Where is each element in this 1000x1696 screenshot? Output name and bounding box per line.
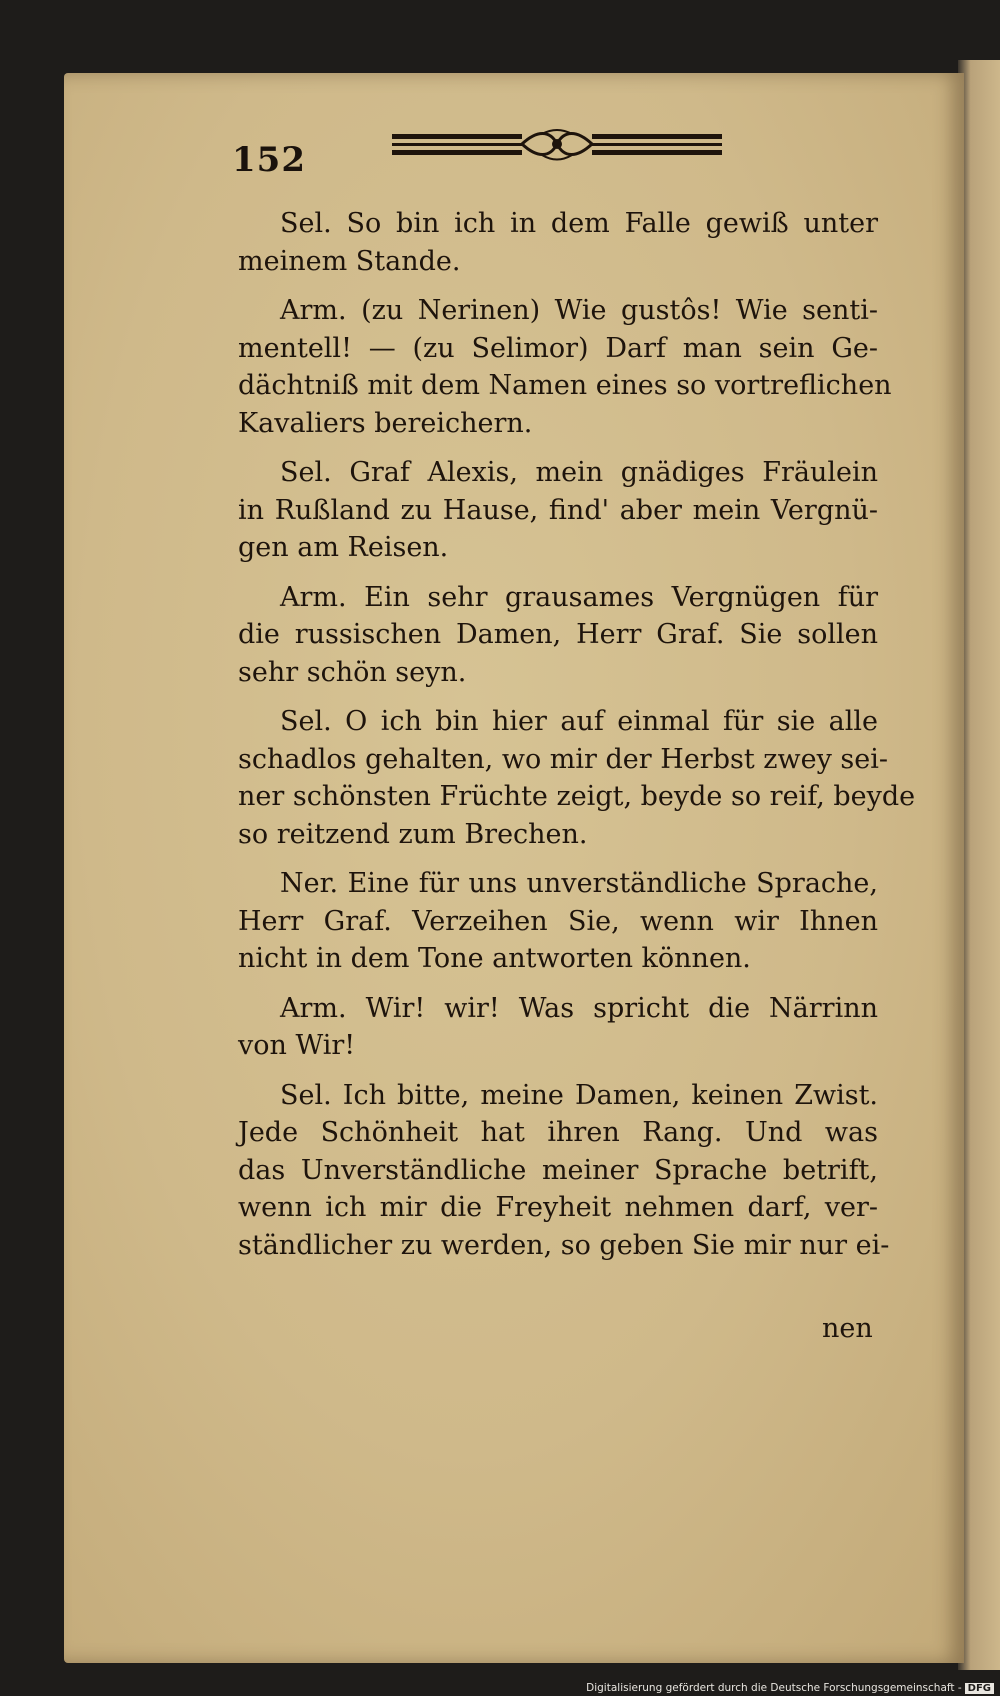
page-number: 152 [232, 140, 306, 180]
text-line: wenn ich mir die Freyheit nehmen darf, ver- [238, 1192, 878, 1223]
paragraph [238, 454, 878, 567]
paragraph [238, 205, 878, 280]
text-line: ner schönsten Früchte zeigt, beyde so reif, beyde [238, 781, 916, 812]
text-line: nicht in dem Tone antworten können. [238, 943, 751, 974]
text-line: sehr schön seyn. [238, 656, 467, 688]
text-line: Ner. Eine für uns unverständliche Sprache, [280, 868, 878, 899]
text-line: Kavaliers bereichern. [238, 407, 533, 439]
paragraph [238, 292, 892, 442]
text-line: das Unverständliche meiner Sprache betrift, [238, 1154, 878, 1186]
text-line: Arm. (zu Nerinen) Wie gustôs! Wie senti- [280, 295, 878, 326]
paragraph [238, 703, 916, 853]
text-line: ständlicher zu werden, so geben Sie mir nur ei- [238, 1229, 890, 1261]
decorative-rule-icon [392, 128, 722, 164]
text-line: Arm. Wir! wir! Was spricht die Närrinn [280, 992, 878, 1024]
text-line: gen am Reisen. [238, 532, 449, 563]
text-line: Sel. Ich bitte, meine Damen, keinen Zwist. [280, 1079, 878, 1111]
catchword: nen [822, 1313, 873, 1344]
paragraph [238, 1077, 890, 1265]
text-line: dächtniß mit dem Namen eines so vortreflichen [238, 370, 892, 401]
text-line: mentell! — (zu Selimor) Darf man sein Ge- [238, 332, 878, 364]
text-line: die russischen Damen, Herr Graf. Sie sollen [238, 619, 878, 650]
text-line: Herr Graf. Verzeihen Sie, wenn wir Ihnen [238, 905, 878, 937]
text-line: Sel. Graf Alexis, mein gnädiges Fräulein [280, 457, 878, 488]
body-text [238, 205, 916, 1264]
text-line: Arm. Ein sehr grausames Vergnügen für [280, 581, 878, 613]
digitization-credit [586, 1682, 994, 1694]
text-line: Jede Schönheit hat ihren Rang. Und was [238, 1117, 878, 1148]
text-line: von Wir! [238, 1030, 356, 1061]
text-line: schadlos gehalten, wo mir der Herbst zwey sei- [238, 743, 889, 775]
text-line: Sel. So bin ich in dem Falle gewiß unter [280, 208, 878, 239]
paragraph [238, 865, 878, 978]
text-line: meinem Stande. [238, 245, 461, 277]
paragraph [238, 990, 878, 1065]
dfg-logo-icon: DFG [965, 1683, 994, 1694]
paragraph [238, 579, 878, 692]
adjacent-page-edge [958, 60, 1000, 1670]
credit-text: Digitalisierung gefördert durch die Deutsche Forschungsgemeinschaft - [586, 1682, 962, 1694]
text-line: Sel. O ich bin hier auf einmal für sie alle [280, 706, 878, 737]
text-line: so reitzend zum Brechen. [238, 818, 588, 850]
text-line: in Rußland zu Hause, find' aber mein Vergnü- [238, 494, 878, 526]
